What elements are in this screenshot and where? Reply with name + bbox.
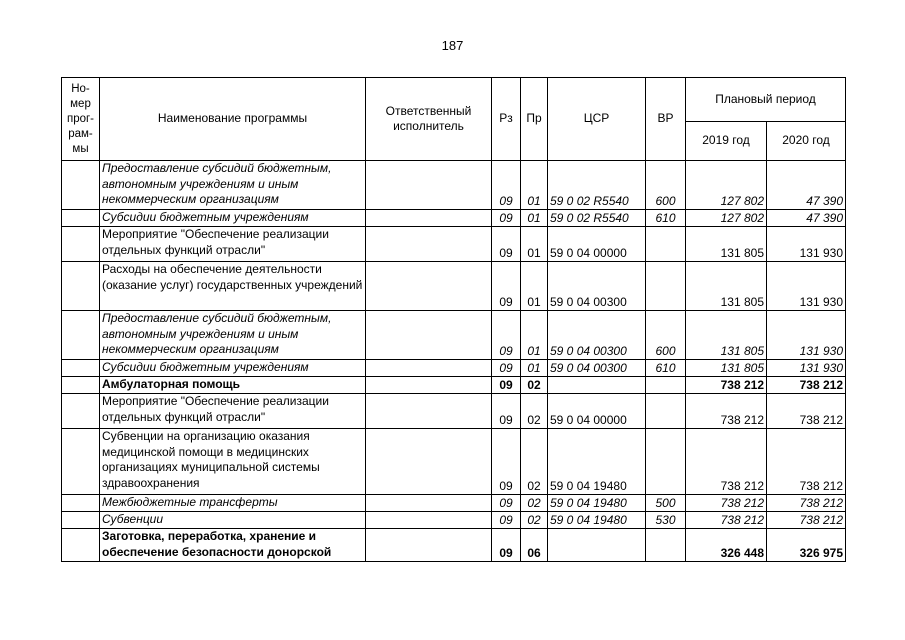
amount-2020-cell: 738 212 — [767, 377, 846, 394]
program-number-cell — [62, 429, 100, 495]
table-row — [62, 311, 846, 360]
responsible-cell — [366, 311, 492, 360]
table-row — [62, 529, 846, 562]
rz-cell: 09 — [492, 495, 521, 512]
amount-2020-cell: 738 212 — [767, 429, 846, 495]
vr-cell — [646, 377, 686, 394]
table-row — [62, 512, 846, 529]
amount-2019-cell: 131 805 — [686, 360, 767, 377]
responsible-cell — [366, 262, 492, 311]
pr-cell: 01 — [521, 311, 548, 360]
program-number-cell — [62, 495, 100, 512]
amount-2019-cell: 738 212 — [686, 429, 767, 495]
budget-table — [61, 77, 846, 562]
csr-cell — [548, 377, 646, 394]
amount-2019-cell: 326 448 — [686, 529, 767, 562]
responsible-cell — [366, 377, 492, 394]
program-name-cell: Мероприятие "Обеспечение реализации отдельных функций отрасли" — [100, 227, 366, 262]
program-name-cell: Предоставление субсидий бюджетным, автономным учреждениям и иным некоммерческим организациям — [100, 161, 366, 210]
vr-cell: 610 — [646, 210, 686, 227]
program-name-cell: Субсидии бюджетным учреждениям — [100, 210, 366, 227]
table-row — [62, 210, 846, 227]
table-row — [62, 161, 846, 210]
header-pr: Пр — [521, 78, 548, 161]
program-name-cell: Предоставление субсидий бюджетным, автономным учреждениям и иным некоммерческим организациям — [100, 311, 366, 360]
header-planning-period: Плановый период — [686, 78, 846, 122]
pr-cell: 02 — [521, 377, 548, 394]
amount-2020-cell: 326 975 — [767, 529, 846, 562]
program-name-cell: Субсидии бюджетным учреждениям — [100, 360, 366, 377]
program-name-cell: Расходы на обеспечение деятельности (оказание услуг) государственных учреждений — [100, 262, 366, 311]
vr-cell — [646, 227, 686, 262]
program-name-cell: Субвенции на организацию оказания медицинской помощи в медицинских организациях муниципальной системы здравоохранения — [100, 429, 366, 495]
rz-cell: 09 — [492, 227, 521, 262]
pr-cell: 01 — [521, 161, 548, 210]
amount-2020-cell: 131 930 — [767, 227, 846, 262]
amount-2019-cell: 738 212 — [686, 394, 767, 429]
csr-cell: 59 0 04 00300 — [548, 311, 646, 360]
pr-cell: 02 — [521, 495, 548, 512]
amount-2019-cell: 131 805 — [686, 262, 767, 311]
pr-cell: 01 — [521, 262, 548, 311]
amount-2019-cell: 738 212 — [686, 377, 767, 394]
responsible-cell — [366, 512, 492, 529]
responsible-cell — [366, 394, 492, 429]
pr-cell: 02 — [521, 394, 548, 429]
vr-cell: 500 — [646, 495, 686, 512]
csr-cell: 59 0 04 19480 — [548, 429, 646, 495]
pr-cell: 01 — [521, 360, 548, 377]
vr-cell: 600 — [646, 161, 686, 210]
program-number-cell — [62, 512, 100, 529]
table-row — [62, 495, 846, 512]
amount-2020-cell: 131 930 — [767, 262, 846, 311]
csr-cell: 59 0 04 00300 — [548, 360, 646, 377]
amount-2020-cell: 131 930 — [767, 311, 846, 360]
table-row — [62, 429, 846, 495]
rz-cell: 09 — [492, 161, 521, 210]
program-name-cell: Амбулаторная помощь — [100, 377, 366, 394]
responsible-cell — [366, 429, 492, 495]
amount-2020-cell: 131 930 — [767, 360, 846, 377]
header-csr: ЦСР — [548, 78, 646, 161]
csr-cell: 59 0 02 R5540 — [548, 161, 646, 210]
amount-2020-cell: 738 212 — [767, 512, 846, 529]
amount-2019-cell: 127 802 — [686, 161, 767, 210]
program-number-cell — [62, 210, 100, 227]
program-name-cell: Заготовка, переработка, хранение и обеспечение безопасности донорской — [100, 529, 366, 562]
header-responsible: Ответственный исполнитель — [366, 78, 492, 161]
rz-cell: 09 — [492, 394, 521, 429]
table-row — [62, 360, 846, 377]
program-number-cell — [62, 360, 100, 377]
responsible-cell — [366, 360, 492, 377]
csr-cell: 59 0 04 19480 — [548, 495, 646, 512]
responsible-cell — [366, 210, 492, 227]
page-number: 187 — [441, 38, 464, 53]
vr-cell — [646, 394, 686, 429]
header-program-name: Наименование программы — [100, 78, 366, 161]
csr-cell: 59 0 02 R5540 — [548, 210, 646, 227]
amount-2019-cell: 127 802 — [686, 210, 767, 227]
responsible-cell — [366, 161, 492, 210]
pr-cell: 01 — [521, 227, 548, 262]
amount-2020-cell: 47 390 — [767, 161, 846, 210]
table-row — [62, 377, 846, 394]
csr-cell: 59 0 04 00000 — [548, 227, 646, 262]
vr-cell: 610 — [646, 360, 686, 377]
program-number-cell — [62, 311, 100, 360]
header-vr: ВР — [646, 78, 686, 161]
csr-cell: 59 0 04 19480 — [548, 512, 646, 529]
amount-2019-cell: 131 805 — [686, 311, 767, 360]
program-number-cell — [62, 394, 100, 429]
program-name-cell: Субвенции — [100, 512, 366, 529]
csr-cell: 59 0 04 00000 — [548, 394, 646, 429]
header-year-2019: 2019 год — [686, 122, 767, 161]
program-number-cell — [62, 262, 100, 311]
header-program-number: Но-мер прог-рам-мы — [62, 78, 100, 161]
vr-cell — [646, 529, 686, 562]
csr-cell — [548, 529, 646, 562]
csr-cell: 59 0 04 00300 — [548, 262, 646, 311]
program-number-cell — [62, 377, 100, 394]
pr-cell: 02 — [521, 429, 548, 495]
rz-cell: 09 — [492, 429, 521, 495]
table-row — [62, 227, 846, 262]
program-number-cell — [62, 227, 100, 262]
responsible-cell — [366, 227, 492, 262]
vr-cell: 530 — [646, 512, 686, 529]
table-body — [62, 161, 846, 562]
rz-cell: 09 — [492, 210, 521, 227]
amount-2019-cell: 131 805 — [686, 227, 767, 262]
vr-cell — [646, 429, 686, 495]
vr-cell: 600 — [646, 311, 686, 360]
rz-cell: 09 — [492, 512, 521, 529]
pr-cell: 01 — [521, 210, 548, 227]
rz-cell: 09 — [492, 311, 521, 360]
responsible-cell — [366, 495, 492, 512]
amount-2020-cell: 738 212 — [767, 394, 846, 429]
pr-cell: 06 — [521, 529, 548, 562]
program-name-cell: Мероприятие "Обеспечение реализации отдельных функций отрасли" — [100, 394, 366, 429]
amount-2020-cell: 47 390 — [767, 210, 846, 227]
program-number-cell — [62, 161, 100, 210]
amount-2020-cell: 738 212 — [767, 495, 846, 512]
rz-cell: 09 — [492, 360, 521, 377]
rz-cell: 09 — [492, 262, 521, 311]
amount-2019-cell: 738 212 — [686, 512, 767, 529]
rz-cell: 09 — [492, 377, 521, 394]
amount-2019-cell: 738 212 — [686, 495, 767, 512]
responsible-cell — [366, 529, 492, 562]
header-year-2020: 2020 год — [767, 122, 846, 161]
table-row — [62, 262, 846, 311]
rz-cell: 09 — [492, 529, 521, 562]
header-rz: Рз — [492, 78, 521, 161]
vr-cell — [646, 262, 686, 311]
program-name-cell: Межбюджетные трансферты — [100, 495, 366, 512]
table-row — [62, 394, 846, 429]
pr-cell: 02 — [521, 512, 548, 529]
program-number-cell — [62, 529, 100, 562]
